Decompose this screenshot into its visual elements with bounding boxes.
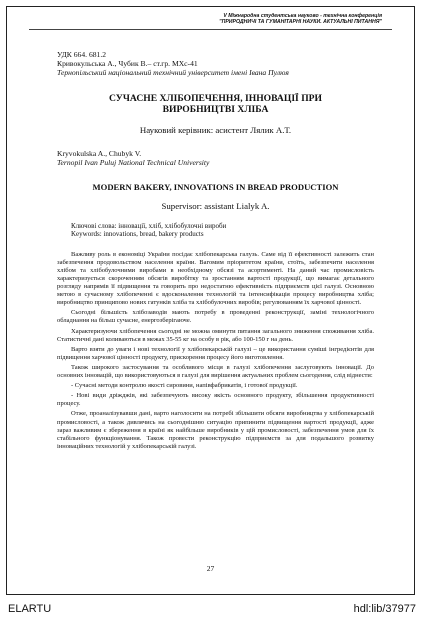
udc-code: УДК 664. 681.2 xyxy=(57,50,107,59)
keywords-ua: Ключові слова: інновації, хліб, хлібобулочні вироби xyxy=(71,221,227,230)
paragraph-3: Характеризуючи хлібопечення сьогодні не можна оминути питання загального зниження споживання хліба. Статистичні дані коливаються в межах 35-55 кг на особу в рік, або 100-150 г на день. xyxy=(57,327,374,343)
title-ua-line-1: СУЧАСНЕ ХЛІБОПЕЧЕННЯ, ІННОВАЦІЇ ПРИ xyxy=(109,92,322,104)
paragraph-conclusion: Отже, проаналізувавши дані, варто наголосити на потребі збільшити обсяги виробництва у хлібопекарській промисловості, а також дивлячись на сьогоднішню ситуацію припинити підвищення вартості продукції, адже зараз важливим є збереження в країні як найбільше виробників у цій промисловості, забезпечення умов для їх стабільного функціонування. Також провести реконструкцію підприємств за для подальшого розвитку інноваційних технологій у хлібопекарській галузі. xyxy=(57,410,374,450)
conference-line-1: V Міжнародна студентська науково - технічна конференція xyxy=(223,13,382,19)
paper-page xyxy=(6,6,415,595)
keywords-en: Keywords: innovations, bread, bakery products xyxy=(71,230,204,239)
header-rule xyxy=(29,29,392,30)
footer-handle: hdl:lib/37977 xyxy=(353,603,416,615)
affiliation-ua: Тернопільський національний технічний університет імені Івана Пулюя xyxy=(57,67,289,77)
affiliation-en: Ternopil Ivan Puluj National Technical University xyxy=(57,157,210,167)
keywords xyxy=(57,222,374,239)
conference-line-2: "ПРИРОДНИЧІ ТА ГУМАНІТАРНІ НАУКИ. АКТУАЛЬНІ ПИТАННЯ" xyxy=(219,19,382,26)
supervisor-en: Supervisor: assistant Lialyk A. xyxy=(161,200,270,211)
paragraph-5: Також широкого застосування та особливого місця в галузі хлібопечення заслуговують інновації. До основних інновацій, що використовуються в галузі для вирішення актуальних проблем сьогодення, слід віднести: xyxy=(57,363,374,380)
list-item-1: - Сучасні методи контролю якості сировини, напівфабрикатів, і готової продукції. xyxy=(71,382,298,390)
conference-header xyxy=(7,13,414,26)
body-text xyxy=(57,251,374,451)
title-ua-line-2: ВИРОБНИЦТВІ ХЛІБА xyxy=(162,103,269,115)
paragraph-4: Варто взяти до уваги і нові технології у хлібопекарській галузі – це використання суміші інгредієнтів для підвищення харчової цінності продукту, прискорення процесу його виготовлення. xyxy=(57,345,374,361)
page-number: 27 xyxy=(206,564,215,573)
paragraph-1: Важливу роль в економіці України посідає хлібопекарська галузь. Саме від її ефективності залежить стан забезпечення продовольством населення країни. Вагомим пріоритетом країни, стоїть, забезпечити населення хлібом та хлібобулочними виробами в необхідному обсязі та асортименті. На даний час промисловість характеризується скороченням обсягів виробітку та зростанням вартості продукції, що вимагає детального розгляду напрямів її підвищення та говорить про недостатню ефективність підприємств цієї галузі. Основною метою в сучасному хлібопеченні є вдосконалення технологій та інтенсифікація процесу виробництва хліба; виробництво принципово нових гатунків хліба та хлібобулочних виробів; регулюванням їх харчової цінності. xyxy=(57,250,374,307)
paper-content xyxy=(57,51,374,451)
authors-ua: Кривокульська А., Чубик В.– ст.гр. МХс-41 xyxy=(57,58,198,68)
paragraph-2: Сьогодні більшість хлібозаводів мають потребу в проведенні реконструкції, заміні технологічного обладнання на більш сучасне, енергозберігаюче. xyxy=(57,309,374,325)
title-en: MODERN BAKERY, INNOVATIONS IN BREAD PRODUCTION xyxy=(92,181,339,192)
footer-repository-name: ELARTU xyxy=(8,603,52,615)
title-ua xyxy=(57,93,374,115)
supervisor-ua: Науковий керівник: асистент Лялик А.Т. xyxy=(139,124,292,135)
repository-footer xyxy=(0,600,424,620)
authors-en: Kryvokulska A., Chubyk V. xyxy=(57,148,142,158)
list-item-2: - Нові види дріжджів, які забезпечують високу якість основного продукту, збільшення продуктивності процесу. xyxy=(57,392,374,408)
